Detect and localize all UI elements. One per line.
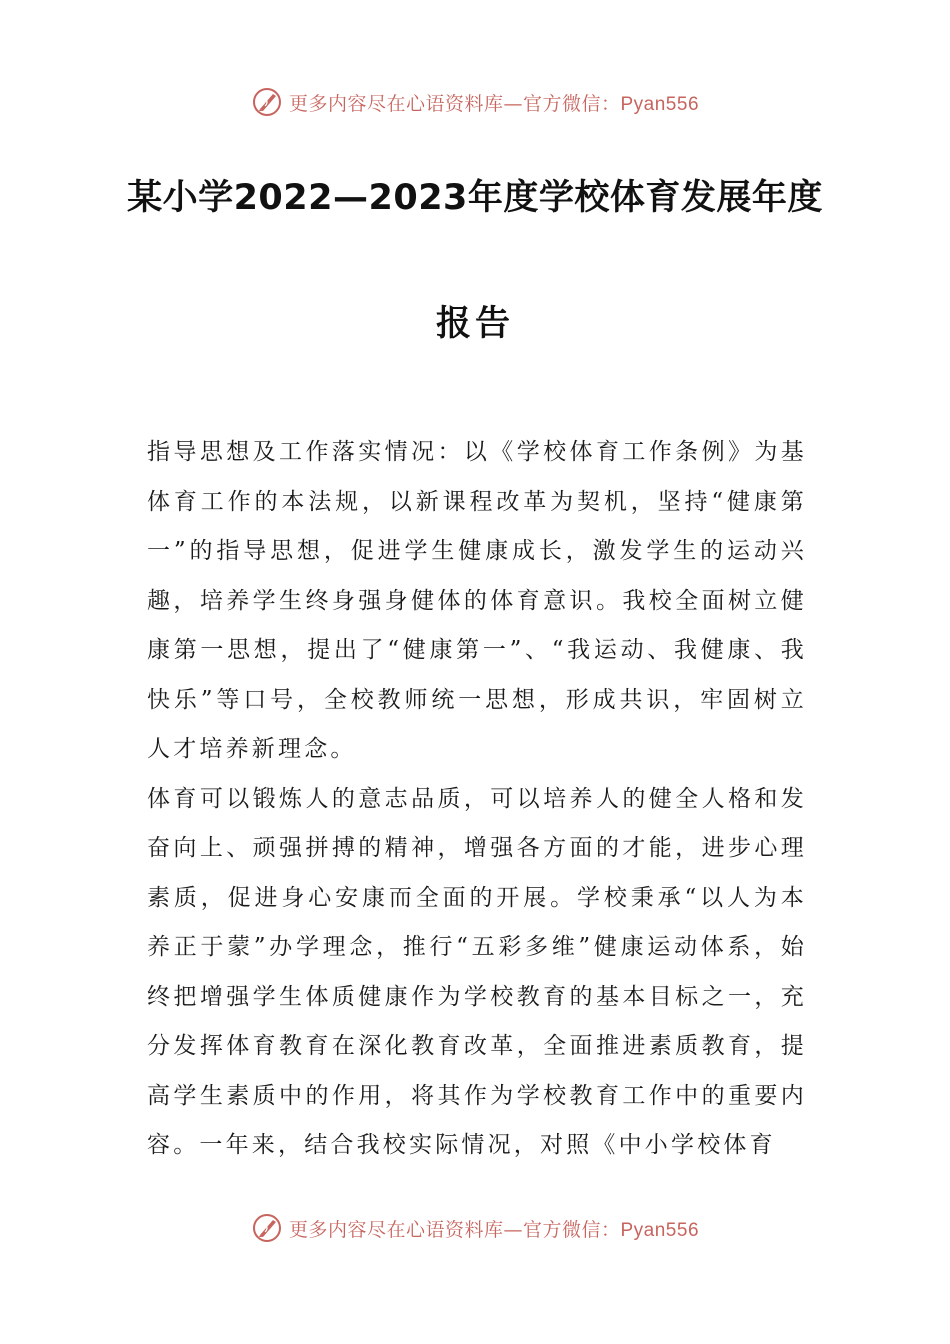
- watermark-label: 更多内容尽在心语资料库—官方微信：: [288, 92, 621, 115]
- footer-watermark: [0, 1208, 950, 1248]
- watermark-text: [289, 89, 699, 116]
- watermark-wechat-id: Pyan556: [620, 1219, 700, 1241]
- document-title-line-2: 报告: [435, 304, 514, 344]
- header-watermark: [0, 82, 950, 122]
- watermark-text: [289, 1215, 699, 1242]
- quill-logo-icon: [251, 1212, 283, 1244]
- document-title-line-1: 某小学2022—2023年度学校体育发展年度: [127, 178, 823, 218]
- watermark-label: 更多内容尽在心语资料库—官方微信：: [288, 1218, 621, 1241]
- body-paragraph-2: 体育可以锻炼人的意志品质，可以培养人的健全人格和发奋向上、顽强拼搏的精神，增强各方面的才能，进步心理素质，促进身心安康而全面的开展。学校秉承“以人为本养正于蒙”办学理念，推行“五彩多维”健康运动体系，始终把增强学生体质健康作为学校教育的基本目标之一，充分发挥体育教育在深化教育改革，全面推进素质教育，提高学生素质中的作用，将其作为学校教育工作中的重要内容。一年来，结合我校实际情况，对照《中小学校体育: [147, 785, 807, 1158]
- document-body: [147, 428, 807, 1171]
- quill-logo-icon: [251, 86, 283, 118]
- body-paragraph-1: 指导思想及工作落实情况：以《学校体育工作条例》为基体育工作的本法规，以新课程改革为契机，坚持“健康第一”的指导思想，促进学生健康成长，激发学生的运动兴趣，培养学生终身强身健体的体育意识。我校全面树立健康第一思想，提出了“健康第一”、“我运动、我健康、我快乐”等口号，全校教师统一思想，形成共识，牢固树立人才培养新理念。: [147, 439, 807, 762]
- watermark-wechat-id: Pyan556: [620, 93, 700, 115]
